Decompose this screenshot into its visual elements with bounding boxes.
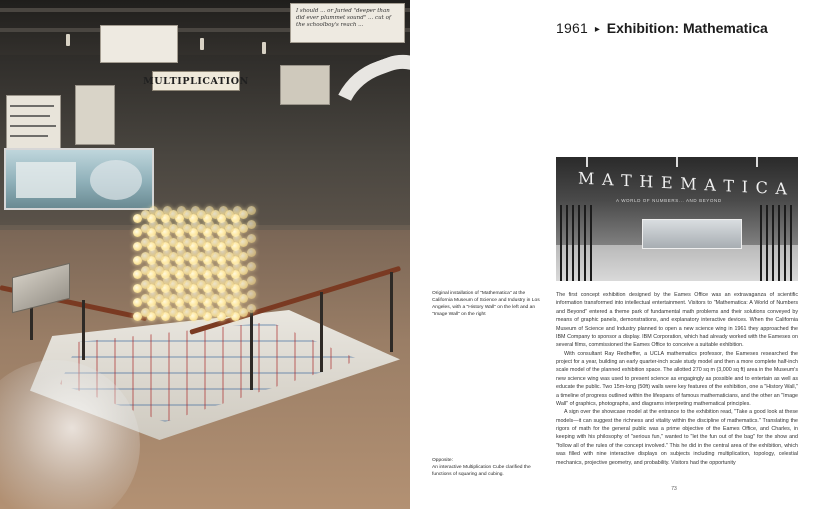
light-bulb xyxy=(247,248,256,257)
light-bulb xyxy=(191,220,200,229)
light-bulb xyxy=(191,304,200,313)
light-bulb xyxy=(219,262,228,271)
light-bulb xyxy=(149,304,158,313)
light-bulb xyxy=(233,206,242,215)
wall-panel xyxy=(75,85,115,145)
light-bulb xyxy=(247,276,256,285)
banner-letter: T xyxy=(621,170,633,190)
light-bulb xyxy=(205,206,214,215)
banner-letter: A xyxy=(775,178,788,199)
light-bulb xyxy=(205,290,214,299)
light-bulb xyxy=(219,220,228,229)
wall-sign xyxy=(100,25,178,63)
multiplication-cube xyxy=(125,210,275,335)
light-bulb xyxy=(163,248,172,257)
quote-sign: I should ... or Juried "deeper than did ever plummet sound" ... cut of the schoolboy's reach ... xyxy=(290,3,405,43)
light-bulb xyxy=(163,262,172,271)
light-bulb xyxy=(247,304,256,313)
gate xyxy=(760,205,794,281)
light-bulb xyxy=(219,206,228,215)
light-bulb xyxy=(233,290,242,299)
light-bulb xyxy=(191,206,200,215)
light-bulb xyxy=(205,220,214,229)
light-bulb xyxy=(247,290,256,299)
light-bulb xyxy=(191,234,200,243)
light-bulb xyxy=(247,220,256,229)
light-bulb xyxy=(233,262,242,271)
banner-letter: E xyxy=(660,172,674,193)
mathematica-banner xyxy=(578,165,788,200)
light-bulb xyxy=(149,290,158,299)
light-bulb xyxy=(233,234,242,243)
light-bulb xyxy=(219,290,228,299)
banner-letter: H xyxy=(639,171,655,191)
opposite-label: Opposite: xyxy=(432,458,453,463)
light-bulb xyxy=(219,276,228,285)
light-bulb xyxy=(177,304,186,313)
ceiling-lamp xyxy=(200,38,204,50)
banner-letter: A xyxy=(601,169,615,189)
gate xyxy=(560,205,594,281)
banner-subtitle: A WORLD OF NUMBERS... AND BEYOND xyxy=(616,198,722,203)
light-bulb xyxy=(149,206,158,215)
ceiling-lamp xyxy=(262,42,266,54)
light-bulb xyxy=(205,304,214,313)
banner-letter: M xyxy=(680,173,698,194)
light-bulb xyxy=(191,262,200,271)
banner-letter: C xyxy=(755,177,769,197)
light-bulb xyxy=(219,304,228,313)
light-bulb xyxy=(149,248,158,257)
light-bulb xyxy=(177,276,186,285)
body-paragraph: With consultant Ray Redheffer, a UCLA mathematics professor, the Eameses researched the project for a year, building an early quarter-inch scale study model and then a more complete half-inch scale model of the planned exhibition space. The allotted 270 sq m (3,000 sq ft) area in the Museum's new science wing was used to present science as engagingly as possible and to entertain as well as educate the public. Two 15m-long (50ft) walls were key features of the exhibition, one a "History Wall," a timeline of progress outlined within the lifespans of famous mathematicians, and the other an "Image Wall" of graphics, photographs, and diagrams interpreting mathematical principles. xyxy=(556,350,798,407)
light-bulb xyxy=(205,262,214,271)
heading-arrow-icon: ▸ xyxy=(594,24,600,35)
mathematica-installation-photo xyxy=(556,157,798,281)
heading-year: 1961 xyxy=(556,20,588,36)
light-bulb xyxy=(177,206,186,215)
light-bulb xyxy=(219,234,228,243)
light-bulb xyxy=(247,262,256,271)
light-bulb xyxy=(163,234,172,243)
light-bulb xyxy=(233,304,242,313)
light-bulb xyxy=(163,290,172,299)
light-bulb xyxy=(191,290,200,299)
banner-letter: A xyxy=(704,174,717,195)
light-bulb xyxy=(205,276,214,285)
banner-letter: T xyxy=(723,175,736,196)
light-bulb xyxy=(163,276,172,285)
light-bulb xyxy=(149,234,158,243)
page-number: 73 xyxy=(671,486,677,492)
light-bulb xyxy=(205,234,214,243)
light-bulb xyxy=(177,248,186,257)
light-bulb xyxy=(149,220,158,229)
light-bulb xyxy=(233,276,242,285)
light-bulb xyxy=(205,248,214,257)
light-bulb xyxy=(191,276,200,285)
light-bulb xyxy=(233,220,242,229)
light-bulb xyxy=(149,276,158,285)
light-bulb xyxy=(163,220,172,229)
wall-panel xyxy=(280,65,330,105)
heading-title: Exhibition: Mathematica xyxy=(606,20,768,36)
display-case xyxy=(4,148,154,210)
light-bulb xyxy=(247,234,256,243)
light-bulb xyxy=(233,248,242,257)
opposite-text: An interactive Multiplication Cube clarified the functions of squaring and cubing. xyxy=(432,464,531,477)
body-paragraph: A sign over the showcase model at the entrance to the exhibition read, "Take a good look at these models—it can suggest the richness and vitality within the discipline of mathematics." Translating the rigors of math for the general public was a prime objective of the Eames Office, and Charles, in keeping with his philosophy of "serious fun," wanted to "let the fun out of the bag" for the show and "follow all of the rules of the concept involved." This he did in the central area of the exhibition, which was filled with nine interactive displays on subjects including multiplication, topology, celestial mechanics, projective geometry, and probability. Visitors had the opportunity xyxy=(556,409,798,466)
showcase-model xyxy=(642,219,742,249)
opposite-caption xyxy=(432,458,542,479)
banner-letter: M xyxy=(578,167,596,188)
light-bulb xyxy=(219,248,228,257)
page-heading xyxy=(556,20,806,40)
light-bulb xyxy=(177,220,186,229)
light-bulb xyxy=(191,248,200,257)
light-bulb xyxy=(177,234,186,243)
light-bulb xyxy=(149,262,158,271)
installation-caption: Original installation of "Mathematica" at the California Museum of Science and Industry in Los Angeles, with a "History Wall" on the left and an "Image Wall" on the right xyxy=(432,291,540,317)
multiplication-sign: MULTIPLICATION xyxy=(152,71,240,91)
light-bulb xyxy=(177,262,186,271)
light-bulb xyxy=(247,206,256,215)
banner-letter: I xyxy=(741,176,749,196)
light-bulb xyxy=(177,290,186,299)
body-text xyxy=(556,291,798,486)
body-paragraph: The first concept exhibition designed by the Eames Office was an extravaganza of scientific information transformed into intellectual entertainment. Visitors to "Mathematica: A World of Numbers and Beyond" entered a theme park of fundamental math problems and their solutions conveyed by means of graphic panels, demonstrations, and explanatory interactive devices. When the California Museum of Science and Industry planned to open a new science wing in 1961 they approached the IBM Company to sponsor a display. IBM Corporation, which had already worked with the Eameses on several films, commissioned the Eames Office to conceive a suitable exhibition. xyxy=(556,292,798,349)
ceiling-lamp xyxy=(66,34,70,46)
light-bulb xyxy=(163,304,172,313)
light-bulb xyxy=(163,206,172,215)
